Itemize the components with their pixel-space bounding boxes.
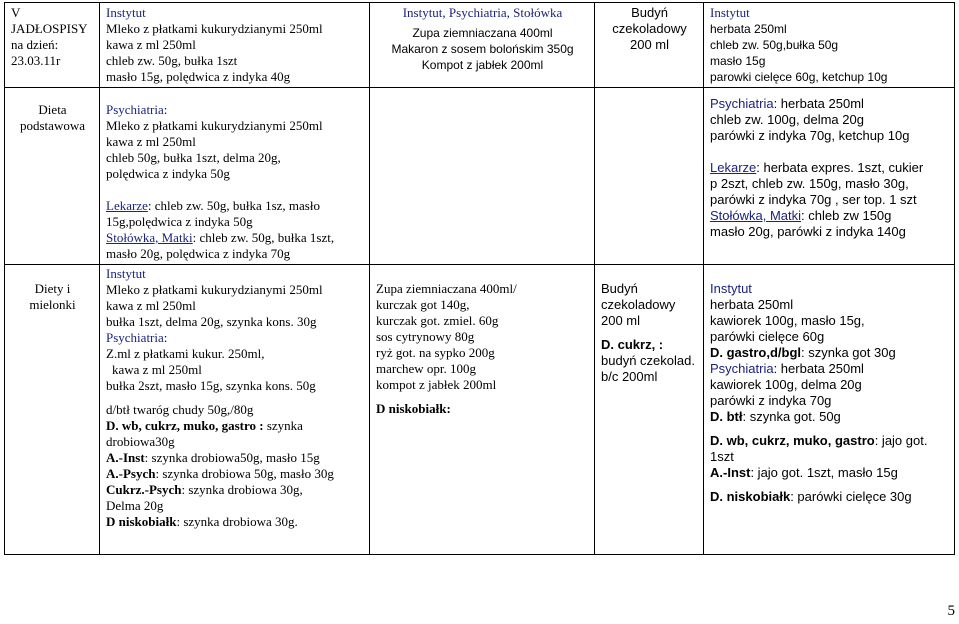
meal-line: czekoladowy [601, 297, 676, 312]
meal-line: masło 20g, parówki z indyka 140g [710, 224, 906, 239]
breakfast-cell: Instytut Mleko z płatkami kukurydzianymi 250ml kawa z ml 250ml bułka 1szt, delma 20g, szynka kons. 30g Psychiatria: Z.ml z płatkami kukur. 250ml, kawa z ml 250ml bułka 2szt, masło 15g, szynka kons. 50g d/btł twaróg chudy 50g,/80g D. wb, cukrz, muko, gastro : szynka drobiowa30g A.-Inst: szynka drobiowa50g, masło 15g A.-Psych: szynka drobiowa 50g, masło 30g Cukrz.-Psych: szynka drobiowa 30g, Delma 20g D niskobiałk: szynka drobiowa 30g. [100, 265, 370, 555]
date-line: JADŁOSPISY [11, 21, 88, 36]
meal-line: Z.ml z płatkami kukur. 250ml, [106, 346, 265, 361]
meal-line: bułka 2szt, masło 15g, szynka kons. 50g [106, 378, 316, 393]
section-label-psychiatria: Psychiatria [106, 102, 164, 117]
diet-name-line: podstawowa [20, 118, 85, 133]
meal-line: Zupa ziemniaczana 400ml/ [376, 281, 517, 296]
diet-name-cell [5, 88, 100, 265]
section-label-lekarze: Lekarze [106, 198, 148, 213]
snack-cell [595, 3, 704, 88]
meal-line: Makaron z sosem bolońskim 350g [391, 42, 574, 56]
section-label-instytut: Instytut [710, 281, 752, 296]
meal-line: ryż got. na sypko 200g [376, 345, 495, 360]
section-label-instytut: Instytut [106, 5, 146, 20]
section-label-psychiatria: Psychiatria [710, 361, 774, 376]
meal-text: : chleb zw 150g [801, 208, 892, 223]
supper-cell [704, 265, 955, 555]
lunch-cell [370, 3, 595, 88]
diet-code-label: A.-Inst [106, 450, 145, 465]
meal-line: masło 15g [710, 54, 766, 68]
meal-text: : jajo got. 1szt, masło 15g [750, 465, 898, 480]
diet-code-label: Cukrz.-Psych [106, 482, 182, 497]
meal-text: : szynka drobiowa 30g, [181, 482, 303, 497]
meal-line: masło 20g, polędwica z indyka 70g [106, 246, 291, 261]
page-number: 5 [947, 603, 955, 619]
diet-code-label: D. wb, cukrz, muko, gastro : [106, 418, 264, 433]
date-line: na dzień: [11, 37, 59, 52]
meal-text: : szynka got. 50g [742, 409, 841, 424]
diet-code-label: A.-Inst [710, 465, 751, 480]
meal-line: Mleko z płatkami kukurydzianymi 250ml [106, 21, 323, 36]
diet-code-label: D. cukrz, : [601, 337, 664, 352]
date-line: 23.03.11r [11, 53, 61, 68]
meal-line: kawiorek 100g, masło 15g, [710, 313, 865, 328]
meal-line: polędwica z indyka 50g [106, 166, 230, 181]
diet-code-label: D. btł [710, 409, 743, 424]
diet-name-line: mielonki [29, 297, 76, 312]
meal-line: bułka 1szt, delma 20g, szynka kons. 30g [106, 314, 317, 329]
meal-line: Zupa ziemniaczana 400ml [412, 26, 553, 40]
meal-text: : szynka drobiowa 30g. [176, 514, 298, 529]
meal-text: : herbata 250ml [773, 96, 864, 111]
meal-line: kompot z jabłek 200ml [376, 377, 497, 392]
meal-line: parówki z indyka 70g [710, 393, 832, 408]
section-label: Instytut, Psychiatria, Stołówka [402, 5, 563, 20]
meal-line: herbata 250ml [710, 22, 787, 36]
meal-line: budyń czekolad. [601, 353, 695, 368]
diet-code-label: D. gastro,d/bgl [710, 345, 801, 360]
meal-text: : jajo got. [874, 433, 928, 448]
supper-cell [704, 3, 955, 88]
snack-cell [595, 265, 704, 555]
meal-line: chleb 50g, bułka 1szt, delma 20g, [106, 150, 281, 165]
meal-line: chleb zw. 50g, bułka 1szt [106, 53, 238, 68]
diet-code-label: D niskobiałk [106, 514, 177, 529]
meal-line: parowki cielęce 60g, ketchup 10g [710, 70, 888, 84]
meal-line: kawa z ml 250ml [106, 298, 196, 313]
meal-line: 1szt [710, 449, 734, 464]
meal-line: sos cytrynowy 80g [376, 329, 475, 344]
meal-text: : szynka drobiowa 50g, masło 30g [155, 466, 334, 481]
meal-text: : szynka drobiowa50g, masło 15g [144, 450, 320, 465]
row-dieta-podstawowa [5, 88, 955, 265]
supper-cell [704, 88, 955, 265]
meal-text: : szynka got 30g [801, 345, 896, 360]
meal-line: kurczak got. zmiel. 60g [376, 313, 499, 328]
meal-text: : chleb zw. 50g, bułka 1sz, masło [147, 198, 320, 213]
meal-line: p 2szt, chleb zw. 150g, masło 30g, [710, 176, 909, 191]
meal-line: marchew opr. 100g [376, 361, 477, 376]
diet-code-label: D. wb, cukrz, muko, gastro [710, 433, 875, 448]
row-header [5, 3, 955, 88]
section-label-stolowka: Stołówka, Matki [106, 230, 193, 245]
meal-text: szynka drobiowa30g [106, 418, 303, 449]
snack-cell [595, 88, 704, 265]
meal-line: Mleko z płatkami kukurydzianymi 250ml [106, 118, 323, 133]
meal-line: parówki z indyka 70g , ser top. 1 szt [710, 192, 917, 207]
meal-line: kawa z ml 250ml [106, 134, 196, 149]
section-label-psychiatria: Psychiatria [710, 96, 774, 111]
section-label-instytut: Instytut [710, 5, 750, 20]
date-cell [5, 3, 100, 88]
diet-name-line: Diety i [34, 281, 71, 296]
section-label-stolowka: Stołówka, Matki [710, 208, 802, 223]
meal-line: czekoladowy [612, 21, 687, 36]
lunch-cell [370, 265, 595, 555]
meal-line: kawiorek 100g, delma 20g [710, 377, 862, 392]
meal-line: kurczak got 140g, [376, 297, 470, 312]
meal-line: masło 15g, polędwica z indyka 40g [106, 69, 291, 84]
meal-line: kawa z ml 250ml [106, 37, 196, 52]
meal-text: : herbata expres. 1szt, cukier [756, 160, 924, 175]
breakfast-cell: Psychiatria: Mleko z płatkami kukurydzianymi 250ml kawa z ml 250ml chleb 50g, bułka 1szt, delma 20g, polędwica z indyka 50g Lekarze: chleb zw. 50g, bułka 1sz, masło 15g,polędwica z indyka 50g Stołówka, Matki: chleb zw. 50g, bułka 1szt, masło 20g, polędwica z indyka 70g [100, 88, 370, 265]
meal-line: Budyń [601, 281, 638, 296]
meal-line: Mleko z płatkami kukurydzianymi 250ml [106, 282, 323, 297]
diet-code-label: D. niskobiałk [710, 489, 791, 504]
section-label-lekarze: Lekarze [710, 160, 757, 175]
row-diety-mielonki [5, 265, 955, 555]
meal-line: Budyń [631, 5, 668, 20]
meal-line: parówki z indyka 70g, ketchup 10g [710, 128, 910, 143]
meal-text: : chleb zw. 50g, bułka 1szt, [192, 230, 335, 245]
breakfast-cell [100, 3, 370, 88]
date-line: V [11, 5, 21, 20]
lunch-cell [370, 88, 595, 265]
meal-line: Delma 20g [106, 498, 164, 513]
diet-name-line: Dieta [38, 102, 67, 117]
section-label-instytut: Instytut [106, 266, 146, 281]
diet-code-label: A.-Psych [106, 466, 156, 481]
meal-text: : herbata 250ml [773, 361, 864, 376]
meal-line: 200 ml [629, 37, 670, 52]
menu-table [4, 2, 955, 555]
meal-line: chleb zw. 100g, delma 20g [710, 112, 864, 127]
meal-text: : parówki cielęce 30g [790, 489, 912, 504]
meal-line: d/btł twaróg chudy 50g,/80g [106, 402, 254, 417]
section-label-psychiatria: Psychiatria [106, 330, 164, 345]
meal-line: Kompot z jabłek 200ml [421, 58, 544, 72]
meal-line: kawa z ml 250ml [112, 362, 202, 377]
meal-line: 200 ml [601, 313, 641, 328]
meal-line: 15g,polędwica z indyka 50g [106, 214, 253, 229]
diet-code-label: D niskobiałk: [376, 401, 451, 416]
meal-line: b/c 200ml [601, 369, 658, 384]
meal-line: parówki cielęce 60g [710, 329, 825, 344]
meal-line: chleb zw. 50g,bułka 50g [710, 38, 839, 52]
diet-name-cell [5, 265, 100, 555]
meal-line: herbata 250ml [710, 297, 794, 312]
